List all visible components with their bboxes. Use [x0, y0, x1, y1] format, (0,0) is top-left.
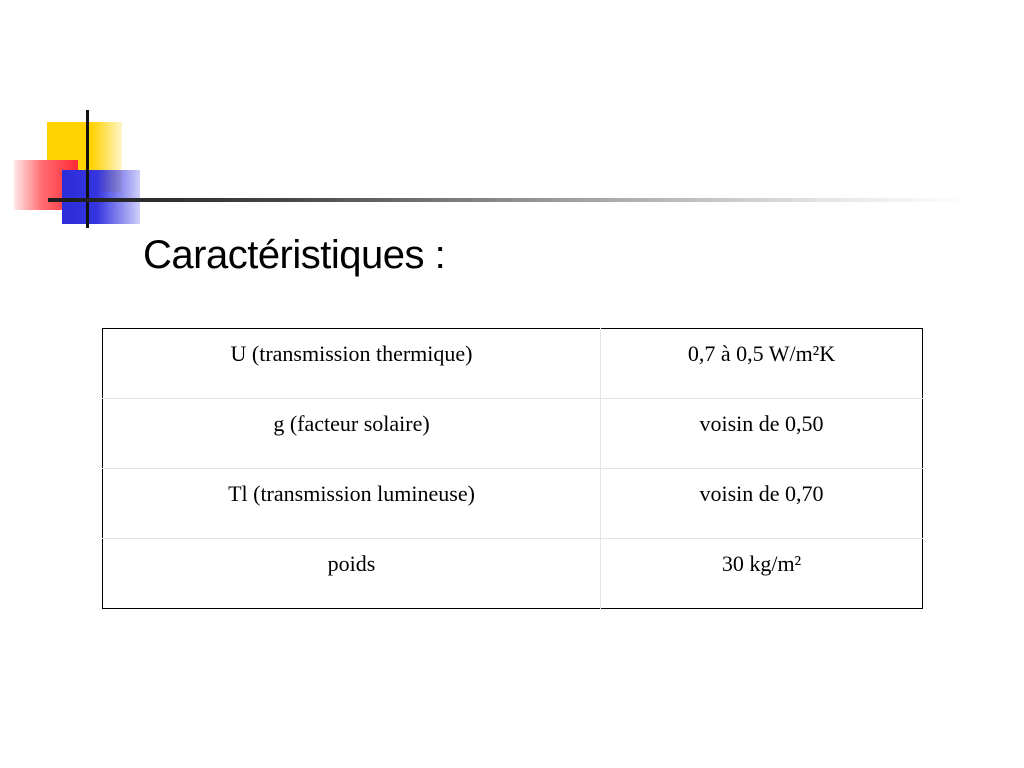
table-row [103, 469, 923, 539]
value-cell: 0,7 à 0,5 W/m²K [687, 341, 836, 366]
slide-title: Caractéristiques : [143, 233, 446, 277]
property-cell: g (facteur solaire) [103, 399, 601, 469]
table-row [103, 329, 923, 399]
table-row [103, 539, 923, 609]
value-cell: voisin de 0,50 [601, 399, 923, 469]
property-cell: U (transmission thermique) [103, 329, 601, 399]
logo-vertical-line [86, 110, 89, 228]
value-cell: 30 kg/m² [601, 539, 923, 609]
characteristics-table [102, 328, 923, 609]
table-row [103, 399, 923, 469]
value-cell: voisin de 0,70 [601, 469, 923, 539]
property-cell: poids [103, 539, 601, 609]
title-divider-line [48, 198, 968, 202]
property-cell: Tl (transmission lumineuse) [103, 469, 601, 539]
logo-blue-square [62, 170, 140, 224]
